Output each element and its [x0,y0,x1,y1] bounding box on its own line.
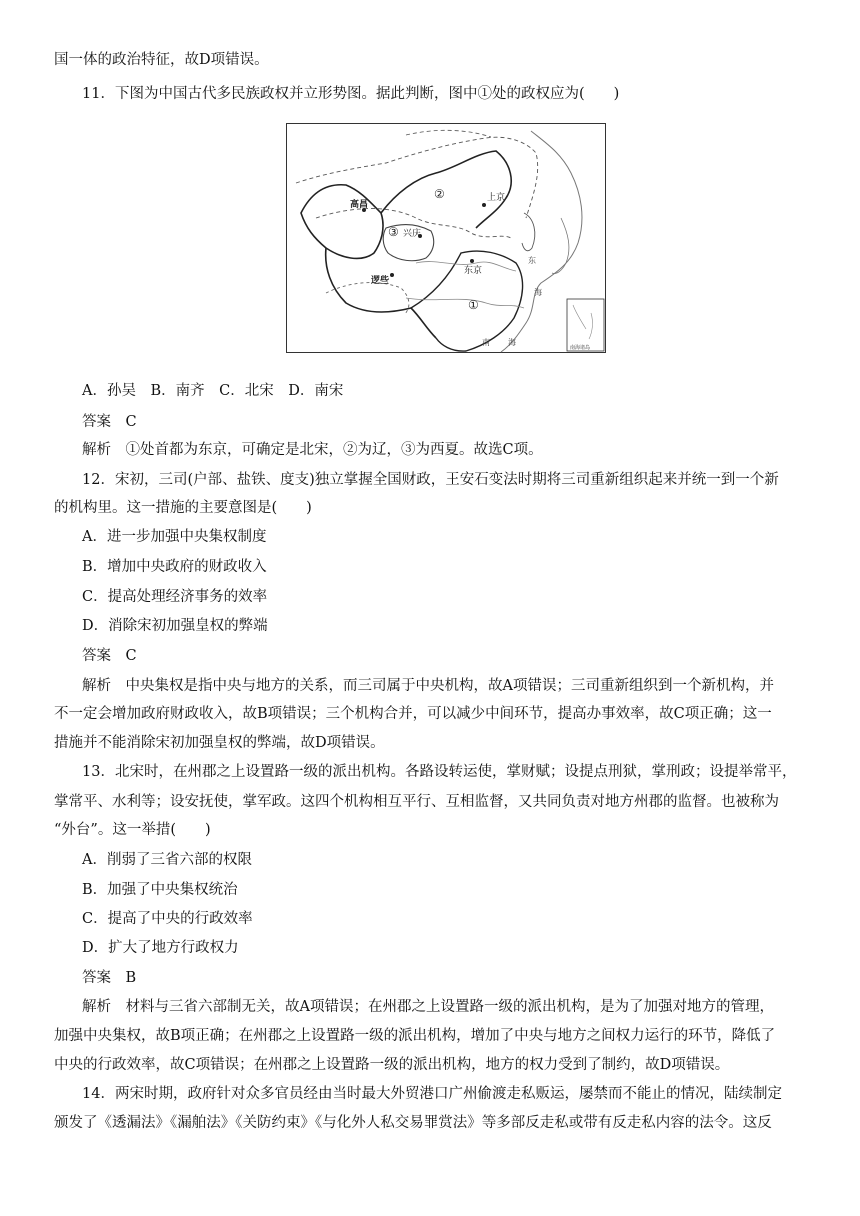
option-d: D．消除宋初加强皇权的弊端 [82,618,268,634]
option-a: A．进一步加强中央集权制度 [82,529,267,545]
map-label: ① [468,298,479,312]
text-line: 中央的行政效率，故C项错误；在州郡之上设置路一级的派出机构，地方的权力受到了制约，故D项错误。 [54,1057,730,1073]
question-14: 14．两宋时期，政府针对众多官员经由当时最大外贸港口广州偷渡走私贩运，屡禁而不能止的情况，陆续制定 [82,1086,782,1102]
text-line: 颁发了《透漏法》《漏舶法》《关防约束》《与化外人私交易罪赏法》等多部反走私或带有反走私内容的法令。这反 [54,1115,772,1131]
text-line: 掌常平、水利等；设安抚使，掌军政。这四个机构相互平行、互相监督，又共同负责对地方州郡的监督。也被称为 [54,794,779,810]
map-label: ② [434,187,445,201]
map-label: 逻些 [371,276,390,286]
map-label: 东 [528,256,536,265]
analysis-13: 解析 材料与三省六部制无关，故A项错误；在州郡之上设置路一级的派出机构，是为了加强对地方的管理， [82,999,774,1015]
answer-13: 答案 B [82,970,137,986]
map-label: ③ [388,225,399,239]
text-line: 的机构里。这一措施的主要意图是( ) [54,500,312,516]
map-label: 高昌 [350,200,369,210]
answer-12: 答案 C [82,648,137,664]
question-11: 11．下图为中国古代多民族政权并立形势图。据此判断，图中①处的政权应为( ) [82,86,620,102]
map-label: 兴庆 [403,229,422,239]
question-12: 12．宋初，三司(户部、盐铁、度支)独立掌握全国财政，王安石变法时期将三司重新组织起来并统一到一个新 [82,472,779,488]
map-label: 东京 [464,266,483,276]
option-c: C．提高了中央的行政效率 [82,911,253,927]
answer-11: 答案 C [82,414,137,430]
map-label: 上京 [487,193,506,203]
inset-caption: 南海诸岛 [570,345,591,351]
option-c: C．提高处理经济事务的效率 [82,589,268,605]
option-d: D．扩大了地方行政权力 [82,940,239,956]
text-line: 加强中央集权，故B项正确；在州郡之上设置路一级的派出机构，增加了中央与地方之间权力运行的环节，降低了 [54,1028,776,1044]
analysis-11: 解析 ①处首都为东京，可确定是北宋，②为辽，③为西夏。故选C项。 [82,442,543,458]
question-13: 13．北宋时，在州郡之上设置路一级的派出机构。各路设转运使，掌财赋；设提点刑狱，掌刑政；设提举常平， [82,764,797,780]
option-b: B．加强了中央集权统治 [82,882,238,898]
option-a: A．削弱了三省六部的权限 [82,852,252,868]
map-label: 海 [534,288,542,297]
text-line: “外台”。这一举措( ) [54,822,211,838]
song-liao-xixia-map [286,123,606,353]
text-line: 国一体的政治特征，故D项错误。 [54,52,269,68]
text-line: 不一定会增加政府财政收入，故B项错误；三个机构合并，可以减少中间环节，提高办事效率，故C项正确；这一 [54,706,772,722]
option-b: B．增加中央政府的财政收入 [82,559,267,575]
map-label: 南 [482,338,490,347]
options-11: A．孙吴 B．南齐 C．北宋 D．南宋 [82,383,344,399]
map-label: 海 [508,338,516,347]
analysis-12: 解析 中央集权是指中央与地方的关系，而三司属于中央机构，故A项错误；三司重新组织到一个新机构，并 [82,678,774,694]
text-line: 措施并不能消除宋初加强皇权的弊端，故D项错误。 [54,735,385,751]
